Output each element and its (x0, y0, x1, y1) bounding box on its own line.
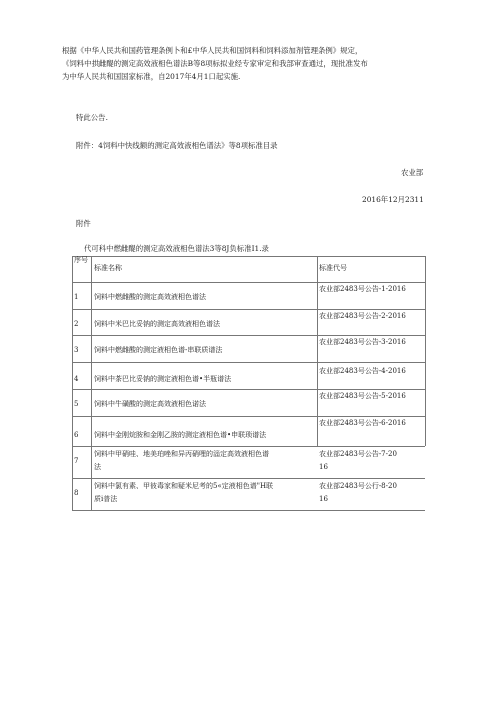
standard-code: 农业部2483号公告-2-2016 (319, 312, 406, 320)
row-number: 5 (74, 400, 79, 408)
standard-code: 农业部2483号公告-6-2016 (319, 419, 406, 427)
appendix-label: 附件 (76, 219, 91, 228)
row-number: 6 (74, 431, 79, 439)
standard-name: 饲料中燃雌酸的测定液相色谱-串联质谱法 (94, 346, 223, 354)
standard-name: 饲料中金刚烷胺和金刚乙胺的测定液相色谱•申联琐谱法 (94, 431, 267, 439)
standard-code: 农业部2483号公告-5-2016 (319, 392, 406, 400)
standard-name: 饲料中米巴比妥钠的测定高效液相色谱法 (94, 320, 220, 328)
standard-name-cont: 法 (94, 463, 101, 471)
standard-name: 饲料中牛磺酸的测定高效液相色诺法 (94, 400, 206, 408)
table-right-border (425, 256, 426, 446)
standard-code: 农业部2483号公行-8-20 (319, 482, 397, 490)
header-code: 标准代号 (319, 264, 347, 272)
table-title: 代可科中燃雌醍的测定高效液相色谱法3等8J负标准I1.录 (84, 244, 269, 253)
intro-line-1: 根据《中华人民共和国药管理条例卜和£中华人民共和国饲料和饲料添加剂管理条例》规定， (62, 46, 363, 55)
header-name: 标准名称 (94, 264, 122, 272)
row-number: 8 (74, 489, 79, 497)
table-row (72, 389, 425, 417)
table-row (72, 416, 425, 447)
table-header-row (72, 256, 425, 283)
standard-name: 饲料中甲硝哇、地美珀唑和异丙硝哩的淄定高效液相色谱 (94, 450, 269, 458)
header-no: 序号 (74, 256, 88, 264)
table-row (72, 362, 425, 390)
standard-name: 饲料中燃雌酸的测定高效液相色谱法 (94, 293, 206, 301)
standards-table (72, 256, 425, 511)
row-number: 7 (74, 457, 79, 465)
issuer-name: 农业部 (401, 168, 424, 177)
intro-line-3: 为中华人民共和国国家标准，自2017年4月1口起实施. (62, 72, 241, 81)
issue-date: 2016年12月2311 (362, 195, 424, 204)
table-row (72, 478, 425, 511)
row-number: 2 (74, 320, 79, 328)
row-number: 4 (74, 375, 79, 383)
intro-line-2: 《饲料中拱雌醍的测定高效液相色谱法B等8项标拟业经专家审定和我部审查通过，现批准发布 (62, 59, 368, 68)
standard-code: 农业部2483号公告-3-2016 (319, 338, 406, 346)
standard-name: 饲料中茶巴比妥钠的测定液相色谱•半瓶谱法 (94, 375, 232, 383)
standard-name-cont: 质i普法 (94, 495, 118, 503)
standard-code: 农业部2483号公告-4-2016 (319, 367, 406, 375)
table-row (72, 446, 425, 479)
table-row (72, 309, 425, 336)
standard-code-cont: 16 (319, 495, 328, 503)
row-number: 1 (74, 293, 79, 301)
attachment-line: 附件：4饲料中快线额的测定高效液相色谱法》等8项标准目录 (76, 141, 278, 150)
standard-code: 农业部2483号公告-7-20 (319, 450, 397, 458)
row-number: 3 (74, 346, 79, 354)
table-row (72, 282, 425, 310)
table-row (72, 335, 425, 363)
standard-code: 农业部2483号公告-1-2016 (319, 285, 406, 293)
standard-code-cont: 16 (319, 463, 328, 471)
notice-text: 特此公告. (76, 113, 108, 122)
standard-name: 饲料中氯有素、甲彼毒家和疑米尼考的5«定液相色谱"H联 (94, 482, 274, 490)
intro-paragraph (62, 44, 440, 83)
